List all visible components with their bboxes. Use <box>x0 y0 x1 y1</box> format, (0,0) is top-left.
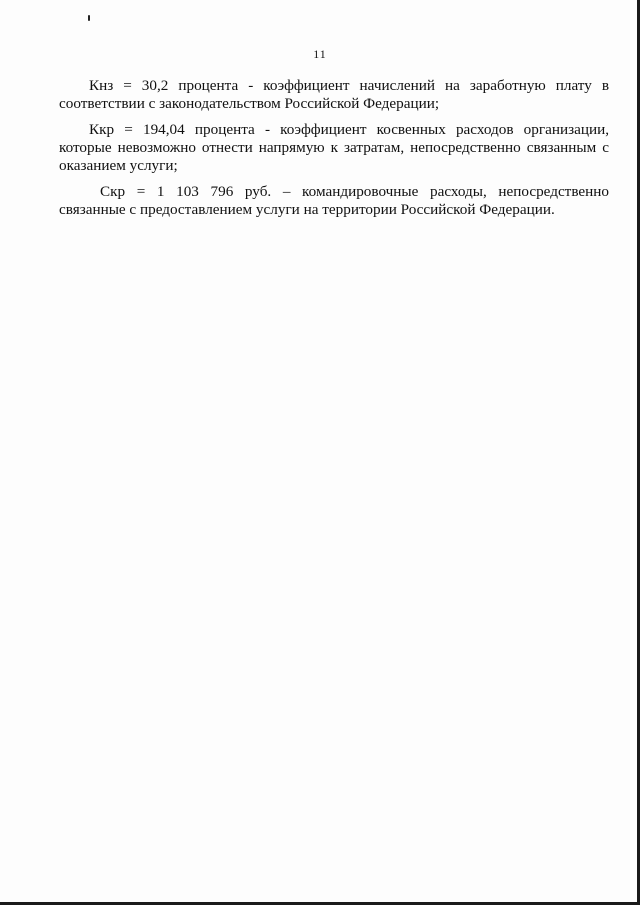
page-number: 11 <box>313 47 327 61</box>
paragraph-skr: Скр = 1 103 796 руб. – командировочные расходы, непосредственно связанные с предоставлением услуги на территории Российской Федерации. <box>59 183 609 218</box>
document-body <box>59 77 609 227</box>
paragraph-kkr: Ккр = 194,04 процента - коэффициент косвенных расходов организации, которые невозможно отнести напрямую к затратам, непосредственно связанным с оказанием услуги; <box>59 121 609 174</box>
paragraph-knz: Кнз = 30,2 процента - коэффициент начислений на заработную плату в соответствии с законодательством Российской Федерации; <box>59 77 609 112</box>
scan-mark <box>88 15 90 21</box>
